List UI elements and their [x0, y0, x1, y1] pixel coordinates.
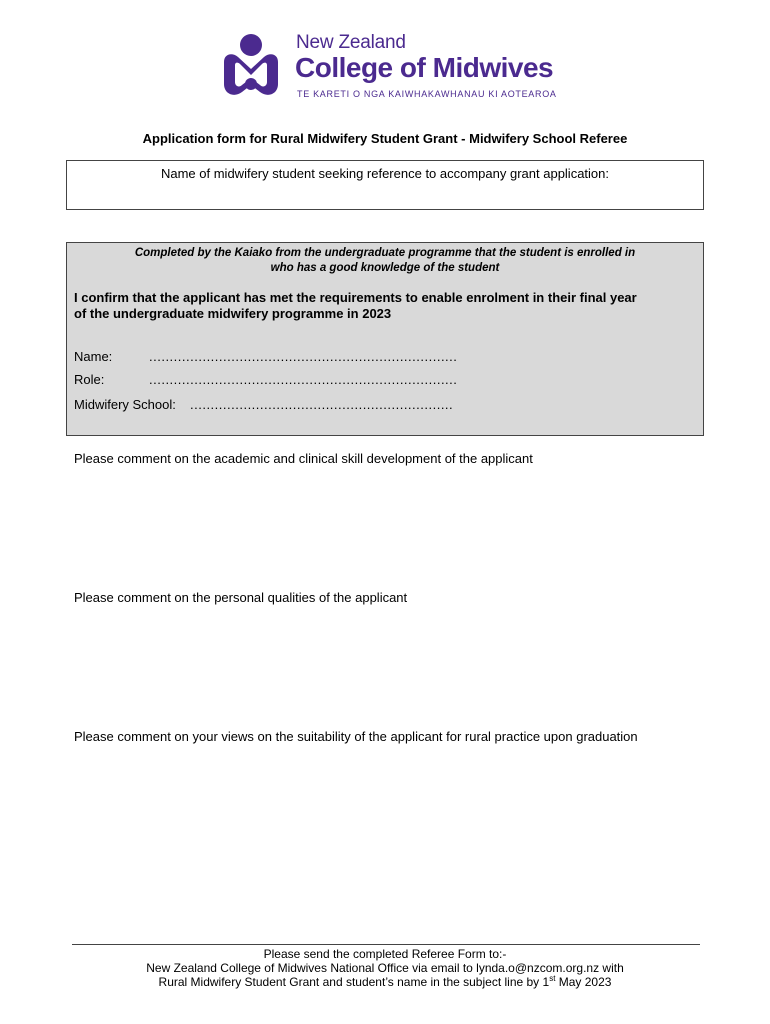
- org-name-line1: New Zealand: [296, 32, 406, 53]
- referee-school-label: Midwifery School:: [74, 397, 176, 412]
- referee-intro-line1: Completed by the Kaiako from the undergraduate programme that the student is enrolled in: [134, 247, 636, 259]
- referee-school-dots: ................................................................: [190, 397, 454, 412]
- referee-confirmation-line1: I confirm that the applicant has met the requirements to enable enrolment in their final year: [74, 290, 637, 305]
- student-name-field[interactable]: [66, 160, 704, 210]
- footer-line3-text: Rural Midwifery Student Grant and student’s name in the subject line by 1: [158, 975, 550, 989]
- footer-line3: [0, 975, 770, 989]
- referee-name-dots: ...........................................................................: [149, 349, 458, 364]
- footer-divider: [72, 944, 700, 945]
- referee-role-row[interactable]: [74, 372, 458, 387]
- form-title: Application form for Rural Midwifery Student Grant - Midwifery School Referee: [142, 131, 628, 146]
- referee-confirmation: [74, 290, 695, 322]
- footer-line3-date: May 2023: [555, 975, 612, 989]
- footer-line2: New Zealand College of Midwives National Office via email to lynda.o@nzcom.org.nz with: [146, 961, 624, 975]
- nzcom-logo: [218, 30, 558, 102]
- referee-intro-line2: who has a good knowledge of the student: [270, 262, 500, 274]
- footer-instructions: [0, 947, 770, 989]
- comment-personal-prompt: Please comment on the personal qualities of the applicant: [74, 590, 408, 605]
- org-name-line2: College of Midwives: [295, 52, 554, 83]
- referee-name-row[interactable]: [74, 349, 458, 364]
- referee-role-dots: ...........................................................................: [149, 372, 458, 387]
- referee-name-label: Name:: [74, 349, 113, 364]
- student-name-label: Name of midwifery student seeking reference to accompany grant application:: [160, 166, 609, 181]
- footer-line1: Please send the completed Referee Form to:-: [263, 947, 507, 961]
- referee-role-label: Role:: [74, 372, 105, 387]
- referee-intro: [67, 246, 703, 276]
- referee-confirmation-line2: of the undergraduate midwifery programme in 2023: [74, 306, 392, 321]
- comment-rural-prompt: Please comment on your views on the suitability of the applicant for rural practice upon graduation: [74, 729, 638, 744]
- midwives-logo-icon: [218, 32, 284, 100]
- referee-school-row[interactable]: [74, 397, 454, 412]
- referee-section: [66, 242, 704, 436]
- footer-line3-ordinal: st: [549, 974, 556, 983]
- comment-academic-prompt: Please comment on the academic and clinical skill development of the applicant: [74, 451, 533, 466]
- org-tagline: TE KARETI O NGA KAIWHAKAWHANAU KI AOTEAROA: [297, 89, 557, 99]
